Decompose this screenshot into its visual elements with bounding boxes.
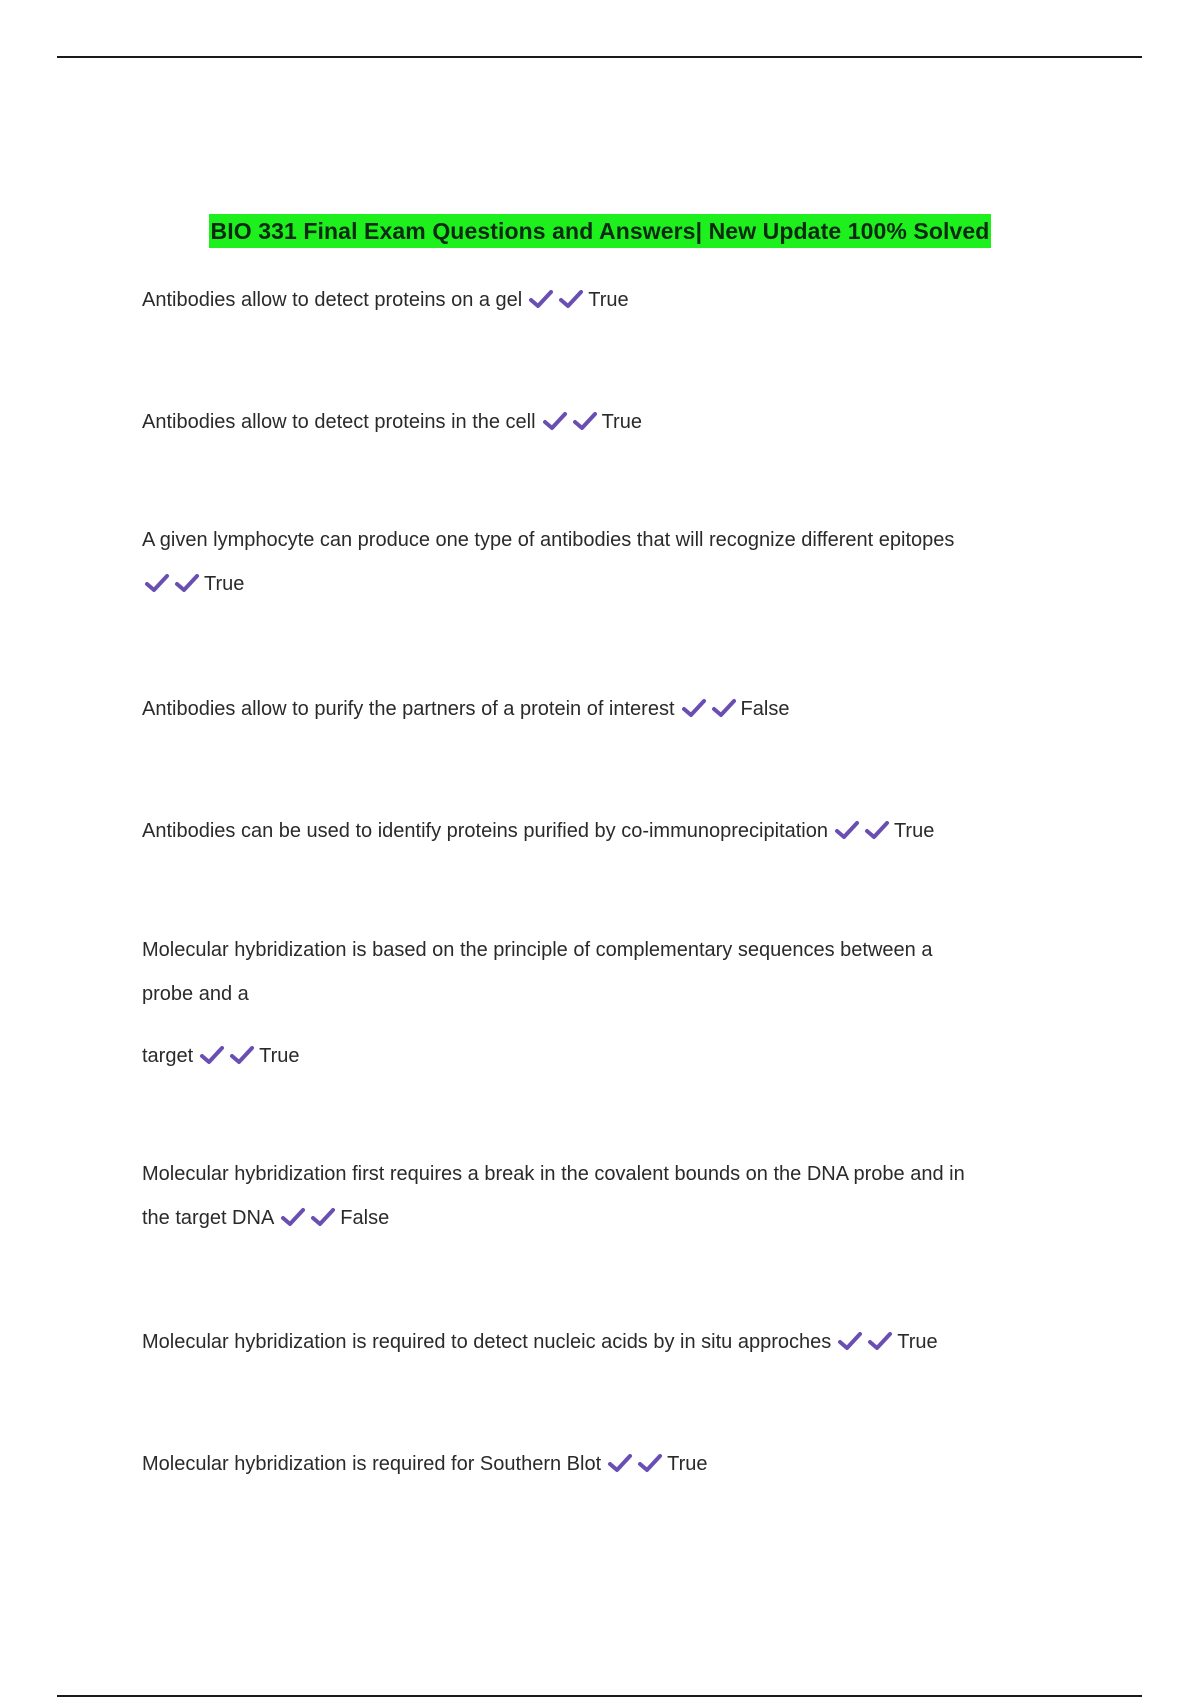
- question-line: [142, 518, 1072, 562]
- qa-item: [142, 400, 1072, 444]
- checkmark-icon: [280, 1206, 306, 1228]
- question-text: Molecular hybridization is required for Southern Blot: [142, 1453, 602, 1475]
- checkmark-icon: [199, 1044, 225, 1066]
- question-text: Antibodies allow to detect proteins on a gel: [142, 289, 523, 311]
- checkmark-icon: [572, 410, 598, 432]
- question-text: Antibodies allow to detect proteins in the cell: [142, 411, 536, 433]
- question-line: [142, 687, 1072, 731]
- question-text: Antibodies allow to purify the partners of a protein of interest: [142, 698, 675, 720]
- qa-item: [142, 518, 1072, 606]
- question-line: [142, 1442, 1072, 1486]
- checkmark-icon: [558, 288, 584, 310]
- question-text: probe and a: [142, 983, 249, 1005]
- question-line: [142, 400, 1072, 444]
- question-line: [142, 972, 1072, 1016]
- checkmark-icon: [867, 1330, 893, 1352]
- answer-text: True: [897, 1331, 938, 1353]
- question-line: [142, 562, 1072, 606]
- checkmark-icon: [542, 410, 568, 432]
- question-line: [142, 1034, 1072, 1078]
- answer-text: True: [601, 411, 642, 433]
- checkmark-icon: [864, 819, 890, 841]
- question-text: the target DNA: [142, 1207, 275, 1229]
- document-title: BIO 331 Final Exam Questions and Answers| New Update 100% Solved: [209, 214, 992, 248]
- question-text: target: [142, 1045, 194, 1067]
- checkmark-icon: [528, 288, 554, 310]
- answer-text: True: [204, 573, 245, 595]
- question-text: Molecular hybridization is based on the principle of complementary sequences between a: [142, 939, 933, 961]
- answer-text: True: [259, 1045, 300, 1067]
- answer-text: True: [588, 289, 629, 311]
- checkmark-icon: [834, 819, 860, 841]
- question-line: [142, 1320, 1072, 1364]
- bottom-rule: [57, 1695, 1142, 1697]
- qa-item: [142, 1442, 1072, 1486]
- qa-item: [142, 809, 1072, 853]
- question-line: [142, 928, 1072, 972]
- question-line: [142, 1196, 1072, 1240]
- checkmark-icon: [144, 572, 170, 594]
- answer-text: False: [740, 698, 790, 720]
- question-text: Molecular hybridization is required to detect nucleic acids by in situ approches: [142, 1331, 832, 1353]
- question-text: Molecular hybridization first requires a break in the covalent bounds on the DNA probe and in: [142, 1163, 965, 1185]
- question-line: [142, 278, 1072, 322]
- checkmark-icon: [711, 697, 737, 719]
- top-rule: [57, 56, 1142, 58]
- question-line: [142, 809, 1072, 853]
- answer-text: True: [667, 1453, 708, 1475]
- title-container: [0, 214, 1200, 248]
- checkmark-icon: [229, 1044, 255, 1066]
- qa-item: [142, 1320, 1072, 1364]
- answer-text: False: [340, 1207, 390, 1229]
- checkmark-icon: [607, 1452, 633, 1474]
- answer-text: True: [893, 820, 935, 842]
- question-line: [142, 1152, 1072, 1196]
- qa-item: [142, 687, 1072, 731]
- checkmark-icon: [837, 1330, 863, 1352]
- qa-item: [142, 278, 1072, 322]
- question-text: Antibodies can be used to identify proteins purified by co-immunoprecipitation: [142, 820, 828, 842]
- checkmark-icon: [681, 697, 707, 719]
- qa-item: [142, 928, 1072, 1078]
- qa-item: [142, 1152, 1072, 1240]
- question-text: A given lymphocyte can produce one type of antibodies that will recognize different epitopes: [142, 529, 955, 551]
- checkmark-icon: [174, 572, 200, 594]
- checkmark-icon: [637, 1452, 663, 1474]
- checkmark-icon: [310, 1206, 336, 1228]
